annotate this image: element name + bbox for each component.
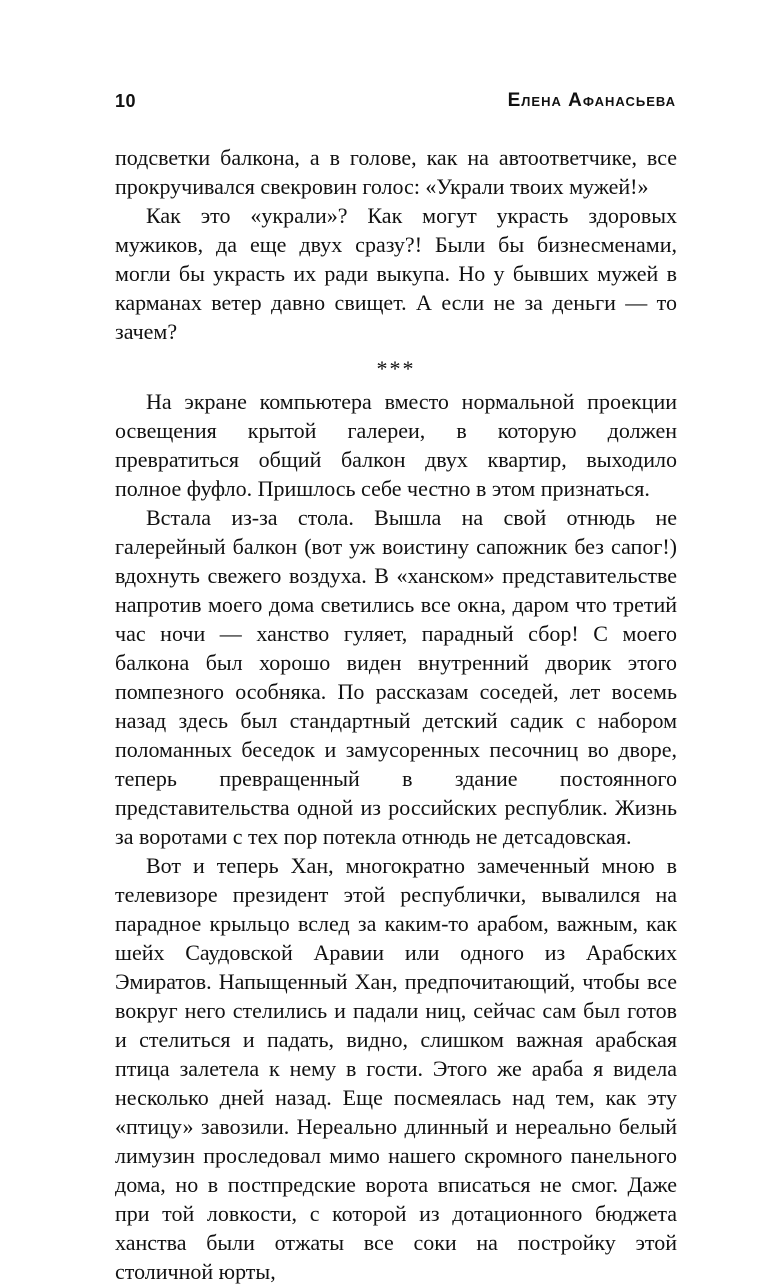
paragraph: Как это «украли»? Как могут украсть здоровых мужиков, да еще двух сразу?! Были бы бизнесменами, могли бы украсть их ради выкупа. Но у бывших мужей в карманах ветер давно свищет. А если не за деньги — то зачем?: [115, 203, 677, 344]
page-header: [115, 84, 676, 118]
running-head-author: Елена Афанасьева: [507, 90, 676, 111]
paragraph: Встала из-за стола. Вышла на свой отнюдь не галерейный балкон (вот уж воистину сапожник без сапог!) вдохнуть свежего воздуха. В «ханском» представительстве напротив моего дома светились все окна, даром что третий час ночи — ханство гуляет, парадный сбор! С моего балкона был хорошо виден внутренний дворик этого помпезного особняка. По рассказам соседей, лет восемь назад здесь был стандартный детский садик с набором поломанных беседок и замусоренных песочниц во дворе, теперь превращенный в здание постоянного представительства одной из российских республик. Жизнь за воротами с тех пор потекла отнюдь не детсадовская.: [115, 505, 677, 849]
paragraph: На экране компьютера вместо нормальной проекции освещения крытой галереи, в которую должен превратиться общий балкон двух квартир, выходило полное фуфло. Пришлось себе честно в этом признаться.: [115, 389, 677, 501]
paragraph: Вот и теперь Хан, многократно замеченный мною в телевизоре президент этой республички, вывалился на парадное крыльцо вслед за каким-то арабом, важным, как шейх Саудовской Аравии или одного из Арабских Эмиратов. Напыщенный Хан, предпочитающий, чтобы все вокруг него стелились и падали ниц, сейчас сам был готов и стелиться и падать, видно, слишком важная арабская птица залетела к нему в гости. Этого же араба я видела несколько дней назад. Еще посмеялась над тем, как эту «птицу» завозили. Нереально длинный и нереально белый лимузин проследовал мимо нашего скромного панельного дома, но в постпредские ворота вписаться не смог. Даже при той ловкости, с которой из дотационного бюджета ханства были отжаты все соки на постройку этой столичной юрты,: [115, 853, 677, 1284]
paragraph: подсветки балкона, а в голове, как на автоответчике, все прокручивался свекровин голос: «Украли твоих мужей!»: [115, 145, 677, 199]
section-separator: ***: [376, 356, 416, 381]
page-number: 10: [115, 90, 137, 111]
body-text: [115, 143, 677, 1286]
